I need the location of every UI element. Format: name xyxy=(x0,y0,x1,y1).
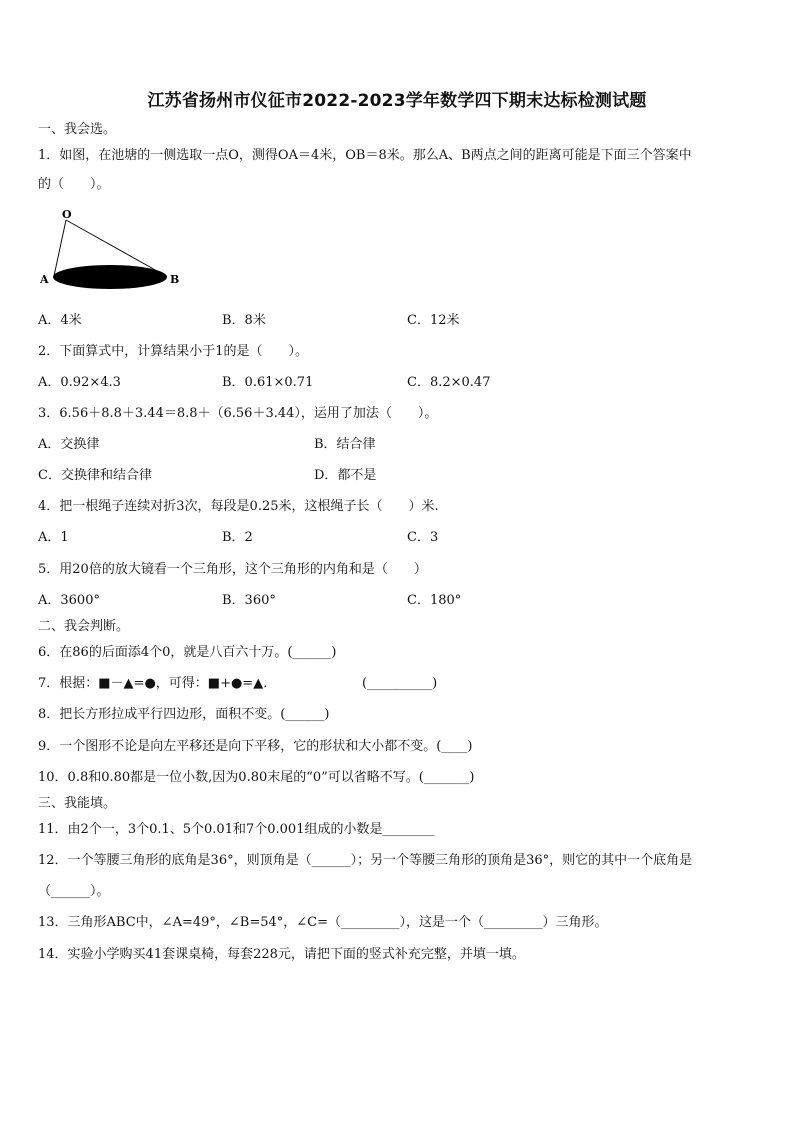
exam-title: 江苏省扬州市仪征市2022-2023学年数学四下期末达标检测试题 xyxy=(147,91,647,111)
question-1-line-2: 的（ ）。 xyxy=(38,177,110,192)
q5-option-a: A．3600° xyxy=(38,593,100,608)
question-13: 13．三角形ABC中，∠A=49°，∠B=54°，∠C=（_________），这是一个（_________）三角形。 xyxy=(38,915,608,930)
q3-option-b: B．结合律 xyxy=(314,437,376,452)
q2-option-b: B．0.61×0.71 xyxy=(222,375,314,390)
point-o-label: O xyxy=(62,208,72,221)
question-1-line-1: 1．如图，在池塘的一侧选取一点O，测得OA＝4米，OB＝8米。那么A、B两点之间的距离可能是下面三个答案中 xyxy=(38,148,692,163)
question-14: 14．实验小学购买41套课桌椅，每套228元，请把下面的竖式补充完整，并填一填。 xyxy=(38,947,525,962)
q3-option-d: D．都不是 xyxy=(314,468,377,483)
q4-option-a: A．1 xyxy=(38,530,69,545)
q4-option-b: B．2 xyxy=(222,530,253,545)
q2-option-a: A．0.92×4.3 xyxy=(38,375,121,390)
question-11: 11．由2个一，3个0.1、5个0.01和7个0.001组成的小数是________ xyxy=(38,822,435,837)
question-3: 3．6.56＋8.8＋3.44＝8.8＋（6.56＋3.44），运用了加法（ ）。 xyxy=(38,406,438,421)
q1-option-c: C．12米 xyxy=(407,313,460,328)
q4-option-c: C．3 xyxy=(407,530,439,545)
q3-option-c: C．交换律和结合律 xyxy=(38,468,152,483)
question-12-line-1: 12．一个等腰三角形的底角是36°，则顶角是（______）；另一个等腰三角形的顶角是36°，则它的其中一个底角是 xyxy=(38,853,693,868)
question-6: 6．在86的后面添4个0，就是八百六十万。(______) xyxy=(38,645,337,660)
q5-option-b: B．360° xyxy=(222,593,276,608)
question-7-answer-blank: (__________) xyxy=(362,676,438,691)
q3-option-a: A．交换律 xyxy=(38,437,100,452)
question-12-line-2: （______）。 xyxy=(38,884,110,899)
section-heading-choice: 一、我会选。 xyxy=(38,122,117,137)
question-5: 5．用20倍的放大镜看一个三角形，这个三角形的内角和是（ ） xyxy=(38,562,427,577)
question-8: 8．把长方形拉成平行四边形，面积不变。(______) xyxy=(38,707,330,722)
section-heading-judge: 二、我会判断。 xyxy=(38,619,130,634)
pond-figure xyxy=(36,206,186,292)
pond-diagram xyxy=(36,206,186,292)
pond-shape xyxy=(53,265,167,289)
q1-option-a: A．4米 xyxy=(38,313,82,328)
question-7: 7．根据：■－▲=●，可得：■+●=▲． xyxy=(38,676,277,691)
point-b-label: B xyxy=(170,273,180,286)
point-a-label: A xyxy=(40,273,49,286)
question-2: 2．下面算式中，计算结果小于1的是（ ）。 xyxy=(38,344,309,359)
q5-option-c: C．180° xyxy=(407,593,462,608)
segment-oa xyxy=(54,220,66,276)
section-heading-fill: 三、我能填。 xyxy=(38,796,117,811)
q1-option-b: B．8米 xyxy=(222,313,266,328)
q2-option-c: C．8.2×0.47 xyxy=(407,375,491,390)
question-4: 4．把一根绳子连续对折3次，每段是0.25米，这根绳子长（ ）米. xyxy=(38,499,439,514)
question-9: 9．一个图形不论是向左平移还是向下平移，它的形状和大小都不变。(____) xyxy=(38,739,473,754)
question-10: 10．0.8和0.80都是一位小数,因为0.80末尾的“0”可以省略不写。(_______) xyxy=(38,770,475,785)
